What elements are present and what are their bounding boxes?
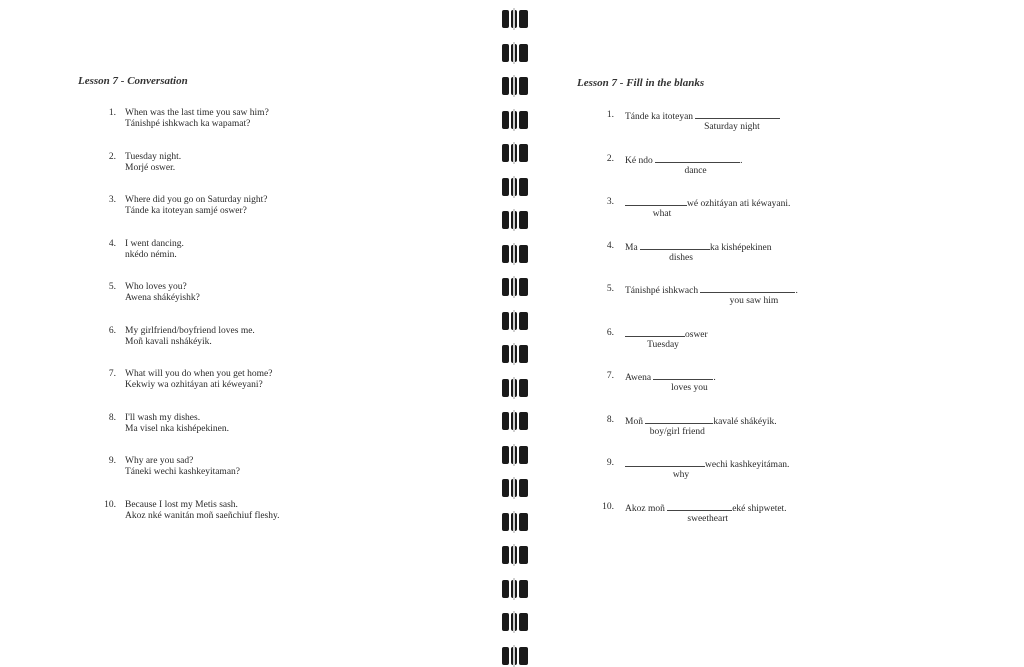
sentence-suffix: . (713, 373, 716, 383)
item-number: 8. (606, 414, 614, 425)
binding-ring (499, 142, 531, 164)
answer-blank[interactable] (655, 154, 740, 163)
blank-hint: boy/girl friend (649, 426, 705, 437)
english-sentence: My girlfriend/boyfriend loves me. (125, 325, 255, 336)
binding-ring (499, 578, 531, 600)
blank-hint: Tuesday (647, 339, 679, 350)
translation-sentence: Táneki wechi kashkeyitaman? (125, 467, 241, 477)
binding-ring (499, 544, 531, 566)
binding-ring (499, 410, 531, 432)
english-sentence: What will you do when you get home? (125, 369, 273, 379)
answer-blank[interactable] (625, 458, 705, 467)
sentence-prefix: Ké ndo (625, 155, 653, 166)
english-sentence: When was the last time you saw him? (125, 108, 269, 118)
translation-sentence: Kekwiy wa ozhitáyan ati kéweyani? (125, 380, 263, 390)
binding-ring (499, 8, 531, 30)
blank-hint: sweetheart (687, 513, 729, 524)
binding-ring (499, 645, 531, 667)
item-number: 7. (108, 369, 116, 379)
blank-hint: loves you (671, 383, 708, 393)
item-number: 10. (602, 501, 614, 512)
sentence-suffix: wé ozhitáyan ati kéwayani. (687, 199, 791, 209)
sentence-suffix: eké shipwetet. (732, 503, 787, 514)
binding-ring (499, 276, 531, 298)
answer-blank[interactable] (645, 415, 713, 424)
item-number: 1. (606, 110, 614, 120)
translation-sentence: Ma visel nka kishépekinen. (125, 423, 229, 434)
item-number: 7. (606, 371, 614, 381)
fill-in-sentence (625, 241, 772, 254)
item-number: 6. (108, 325, 116, 336)
binding-ring (499, 176, 531, 198)
item-number: 3. (606, 197, 614, 207)
binding-ring (499, 42, 531, 64)
translation-sentence: Tánde ka itoteyan samjé oswer? (125, 206, 247, 216)
item-number: 6. (606, 327, 614, 338)
item-number: 1. (108, 108, 116, 118)
answer-blank[interactable] (667, 502, 732, 511)
item-number: 5. (606, 284, 614, 294)
binding-ring (499, 377, 531, 399)
binding-ring (499, 109, 531, 131)
sentence-prefix: Tánishpé ishkwach (625, 286, 699, 296)
item-number: 4. (108, 238, 116, 249)
fill-in-sentence (625, 197, 790, 210)
english-sentence: I'll wash my dishes. (125, 412, 201, 423)
sentence-suffix: kavalé shákéyik. (713, 416, 777, 427)
sentence-prefix: Tánde ka itoteyan (625, 112, 694, 122)
english-sentence: Because I lost my Metis sash. (125, 499, 238, 510)
binding-ring (499, 611, 531, 633)
item-number: 3. (108, 195, 116, 205)
left-page (0, 0, 495, 663)
translation-sentence: Morjé oswer. (125, 162, 176, 173)
translation-sentence: Moñ kavali nshákéyik. (125, 336, 212, 347)
sentence-suffix: oswer (685, 329, 708, 340)
sentence-prefix: Moñ (625, 416, 643, 427)
sentence-suffix: . (740, 155, 743, 166)
binding-ring (499, 343, 531, 365)
item-number: 2. (606, 153, 614, 164)
fill-in-sentence (625, 458, 789, 471)
answer-blank[interactable] (700, 284, 795, 293)
answer-blank[interactable] (695, 110, 780, 119)
binding-ring (499, 477, 531, 499)
english-sentence: Tuesday night. (125, 151, 182, 162)
sentence-prefix: Awena (625, 373, 652, 383)
translation-sentence: nkédo némin. (125, 249, 177, 260)
translation-sentence: Tánishpé ishkwach ka wapamat? (125, 119, 251, 129)
item-number: 9. (108, 456, 116, 466)
item-number: 8. (108, 412, 116, 423)
sentence-prefix: Akoz moñ (625, 503, 665, 514)
binding-ring (499, 310, 531, 332)
binding-ring (499, 75, 531, 97)
spiral-binding (499, 0, 531, 663)
answer-blank[interactable] (653, 371, 713, 380)
item-number: 5. (108, 282, 116, 292)
translation-sentence: Akoz nké wanitán moñ saeñchiuf fleshy. (125, 510, 280, 521)
left-page-title: Lesson 7 - Conversation (78, 75, 188, 87)
binding-ring (499, 209, 531, 231)
binding-ring (499, 511, 531, 533)
english-sentence: Who loves you? (125, 282, 187, 292)
blank-hint: what (652, 209, 672, 219)
binding-ring (499, 243, 531, 265)
blank-hint: dance (684, 165, 707, 176)
item-number: 9. (606, 458, 614, 468)
blank-hint: Saturday night (704, 122, 760, 132)
binding-ring (499, 444, 531, 466)
sentence-suffix: ka kishépekinen (710, 242, 772, 253)
english-sentence: Why are you sad? (125, 456, 194, 466)
answer-blank[interactable] (625, 328, 685, 337)
blank-hint: why (672, 470, 690, 480)
item-number: 4. (606, 240, 614, 251)
blank-hint: you saw him (729, 296, 779, 306)
english-sentence: I went dancing. (125, 238, 184, 249)
item-number: 2. (108, 151, 116, 162)
sentence-suffix: . (795, 286, 798, 296)
answer-blank[interactable] (625, 197, 687, 206)
sentence-prefix: Ma (625, 242, 638, 253)
item-number: 10. (104, 499, 116, 510)
blank-hint: dishes (669, 252, 693, 263)
answer-blank[interactable] (640, 241, 710, 250)
right-page-title: Lesson 7 - Fill in the blanks (577, 77, 705, 89)
translation-sentence: Awena shákéyishk? (125, 293, 200, 303)
right-page (530, 0, 1024, 663)
sentence-suffix: wechi kashkeyitáman. (705, 460, 790, 470)
english-sentence: Where did you go on Saturday night? (125, 195, 268, 205)
